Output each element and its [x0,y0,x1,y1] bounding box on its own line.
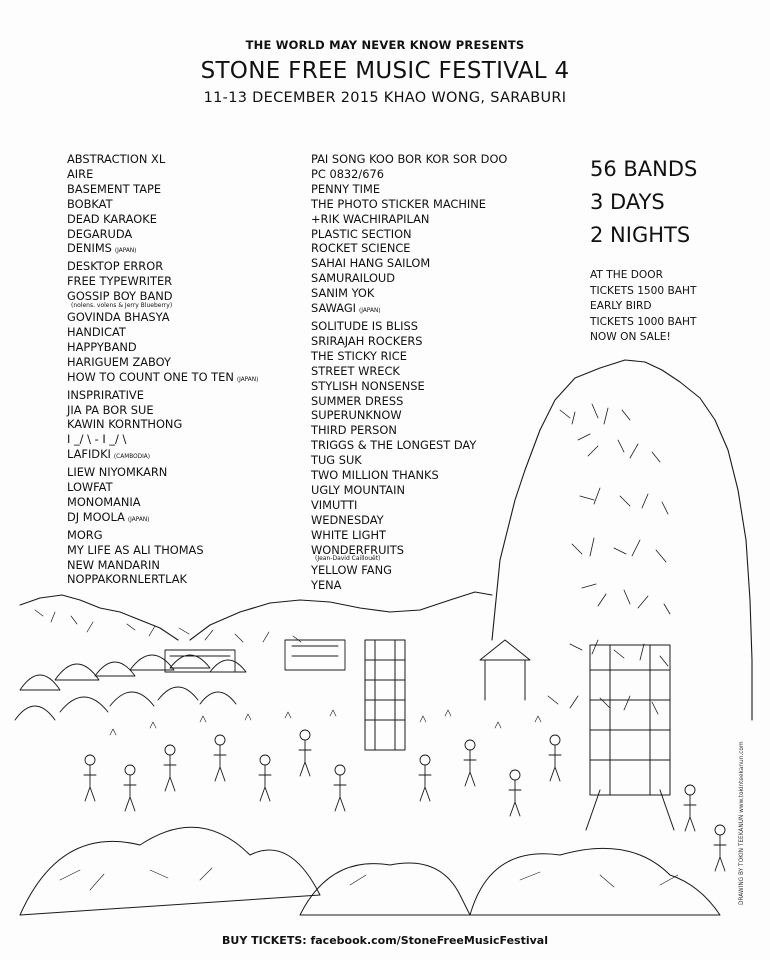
band-label: LIEW NIYOMKARN [67,465,168,480]
festival-title: STONE FREE MUSIC FESTIVAL 4 [200,58,570,84]
band-label: PENNY TIME [311,181,381,196]
hills-outline [20,592,492,640]
stage-towers [365,640,674,830]
band-label: TRIGGS & THE LONGEST DAY [311,438,477,453]
band-label: ROCKET SCIENCE [311,241,411,256]
band-label: SOLITUDE IS BLISS [311,318,418,333]
band-label: THE STICKY RICE [311,348,407,363]
band-label: BOBKAT [67,196,113,211]
band-label: SAWAGI [311,301,357,316]
band-label: PAI SONG KOO BOR KOR SOR DOO [311,152,508,166]
band-label: HAPPYBAND [67,339,137,354]
band-label: TWO MILLION THANKS [311,468,439,483]
band-label: DENIMS [67,241,112,256]
band-label: STYLISH NONSENSE [311,378,425,393]
band-label: GOSSIP BOY BAND [67,289,173,304]
band-label: STREET WRECK [311,363,400,378]
band-label: SUMMER DRESS [311,393,404,408]
band-label: HARIGUEM ZABOY [67,354,171,369]
mountain-outline [492,360,752,720]
band-label: HANDICAT [67,324,126,339]
band-label: MORG [67,527,103,542]
ticket-line: TICKETS 1000 BAHT [590,315,697,328]
band-label: AIRE [67,166,94,181]
band-label: SRIRAJAH ROCKERS [311,333,423,348]
band-label: NEW MANDARIN [67,557,160,572]
band-label: LAFIDKI [67,447,111,462]
band-label: I _/ \ - I _/ \ [67,432,127,447]
band-label: THIRD PERSON [311,423,397,438]
band-label: WEDNESDAY [311,512,384,527]
band-label: WHITE LIGHT [311,527,387,542]
band-label: HOW TO COUNT ONE TO TEN [67,369,234,384]
band-label: BASEMENT TAPE [67,181,162,196]
band-label: TUG SUK [311,453,362,468]
day-count: 3 DAYS [590,190,665,214]
ticket-line: TICKETS 1500 BAHT [590,284,697,297]
band-label: LOWFAT [67,480,113,495]
band-label: SAMURAILOUD [311,271,396,286]
band-members-note: (Jean-David Caillouët) [315,555,381,563]
band-label: INSPRIRATIVE [67,387,144,402]
band-label: DESKTOP ERROR [67,259,164,274]
mountain-texture [548,404,670,714]
night-count: 2 NIGHTS [590,223,691,247]
presenter-line: THE WORLD MAY NEVER KNOW PRESENTS [245,38,525,52]
band-country-note: (JAPAN) [114,248,137,255]
band-label: MY LIFE AS ALI THOMAS [67,542,204,557]
band-country-note: (CAMBODIA) [113,454,151,461]
band-label: YENA [311,578,342,593]
band-label: PC 0832/676 [311,166,385,181]
band-label: MONOMANIA [67,494,141,509]
band-label: SUPERUNKNOW [311,408,402,423]
band-label: NOPPAKORNLERTLAK [67,572,187,587]
band-label: PLASTIC SECTION [311,226,412,241]
band-label: KAWIN KORNTHONG [67,417,183,432]
drawing-credit: DRAWING BY TOKIN TEEKANUN www.tokinteekanun.com [739,741,745,905]
band-label: FREE TYPEWRITER [67,274,173,289]
tents-group [15,640,345,720]
band-label: ABSTRACTION XL [67,152,166,166]
band-label: +RIK WACHIRAPILAN [311,211,430,226]
foreground-rocks [20,827,720,915]
band-label: YELLOW FANG [311,563,392,578]
band-label: UGLY MOUNTAIN [311,482,405,497]
band-label: GOVINDA BHASYA [67,310,170,325]
band-label: SAHAI HANG SAILOM [311,256,431,271]
band-label: VIMUTTI [311,497,358,512]
band-country-note: (JAPAN) [236,376,259,383]
festival-date-location: 11-13 DECEMBER 2015 KHAO WONG, SARABURI [203,90,567,106]
band-country-note: (JAPAN) [127,516,150,523]
band-label: DEGARUDA [67,226,133,241]
buy-tickets-line: BUY TICKETS: facebook.com/StoneFreeMusicFestival [222,934,548,947]
hills-texture [35,610,301,642]
ticket-line: AT THE DOOR [590,269,663,281]
band-label: JIA PA BOR SUE [67,402,154,417]
band-label: DJ MOOLA [67,509,125,524]
ticket-line: EARLY BIRD [590,300,652,313]
band-label: THE PHOTO STICKER MACHINE [311,196,487,211]
band-country-note: (JAPAN) [359,308,381,315]
band-label: WONDERFRUITS [311,542,404,557]
band-label: DEAD KARAOKE [67,211,157,226]
band-count: 56 BANDS [590,157,698,181]
band-label: SANIM YOK [311,286,375,301]
band-members-note: (nolens. volens & Jerry Blueberry) [71,302,173,310]
ticket-line: NOW ON SALE! [590,331,671,344]
